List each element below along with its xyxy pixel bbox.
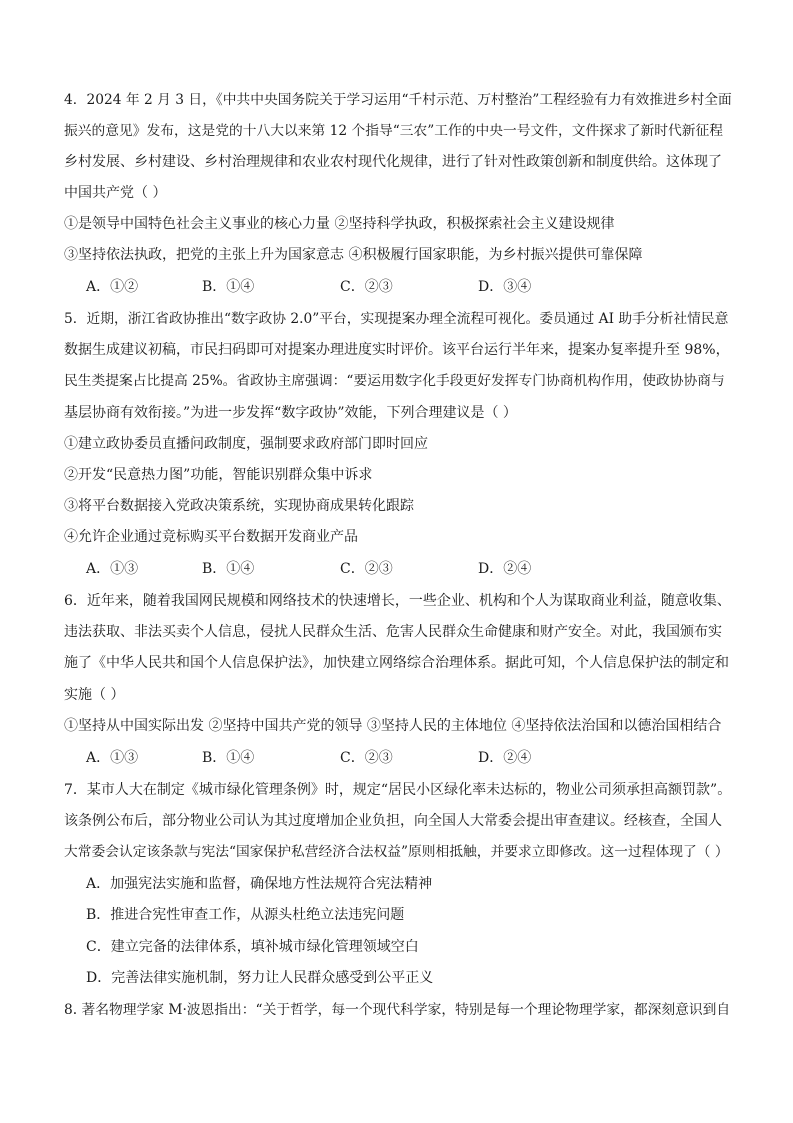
q4-statement-row-1: ①是领导中国特色社会主义事业的核心力量 ②坚持科学执政，积极探索社会主义建设规律 [64, 216, 615, 232]
q6-stem-line-4: 实施（ ） [64, 687, 125, 703]
q4-stem-line-1: 4．2024 年 2 月 3 日，《中共中央国务院关于学习运用“千村示范、万村整治”工程经验有力有效推进乡村全面 [64, 92, 732, 108]
q6-option-d[interactable]: D．②④ [478, 750, 532, 766]
q5-stem-line-2: 数据生成建议初稿，市民扫码即可对提案办理进度实时评价。该平台运行半年来，提案办复率提升至 98%， [64, 342, 730, 358]
q7-stem-line-1: 7．某市人大在制定《城市绿化管理条例》时，规定“居民小区绿化率未达标的，物业公司须承担高额罚款”。 [64, 782, 732, 798]
q6-statements: ①坚持从中国实际出发 ②坚持中国共产党的领导 ③坚持人民的主体地位 ④坚持依法治国和以德治国相结合 [64, 718, 722, 734]
q4-statement-row-2: ③坚持依法执政，把党的主张上升为国家意志 ④积极履行国家职能，为乡村振兴提供可靠保障 [64, 247, 643, 263]
q7-stem-line-3: 大常委会认定该条款与宪法“国家保护私营经济合法权益”原则相抵触，并要求立即修改。这一过程体现了（ ） [64, 844, 729, 860]
q5-option-d[interactable]: D．②④ [478, 561, 532, 577]
q6-stem-line-1: 6．近年来，随着我国网民规模和网络技术的快速增长，一些企业、机构和个人为谋取商业利益，随意收集、 [64, 593, 731, 609]
q7-option-b[interactable]: B．推进合宪性审查工作，从源头杜绝立法违宪问题 [86, 907, 405, 923]
q6-option-c[interactable]: C．②③ [340, 750, 393, 766]
q5-statement-2: ②开发“民意热力图”功能，智能识别群众集中诉求 [64, 467, 373, 483]
q6-stem-line-3: 施了《中华人民共和国个人信息保护法》，加快建立网络综合治理体系。据此可知，个人信息保护法的制定和 [64, 655, 729, 671]
q5-option-a[interactable]: A．①③ [86, 561, 139, 577]
q5-stem-line-4: 基层协商有效衔接。”为进一步发挥“数字政协”效能，下列合理建议是（ ） [64, 405, 517, 421]
q4-option-c[interactable]: C．②③ [340, 279, 393, 295]
q4-option-b[interactable]: B．①④ [202, 279, 255, 295]
q5-stem-line-1: 5．近期，浙江省政协推出“数字政协 2.0”平台，实现提案办理全流程可视化。委员通过 AI 助手分析社情民意 [64, 311, 729, 327]
q8-stem-line-1: 8. 著名物理学家 M·波恩指出：“关于哲学，每一个现代科学家，特别是每一个理论物理学家，都深刻意识到自 [64, 1002, 731, 1018]
q6-option-b[interactable]: B．①④ [202, 750, 255, 766]
q7-option-d[interactable]: D．完善法律实施机制，努力让人民群众感受到公平正义 [86, 970, 434, 986]
q7-option-a[interactable]: A．加强宪法实施和监督，确保地方性法规符合宪法精神 [86, 876, 433, 892]
q4-option-a[interactable]: A．①② [86, 279, 139, 295]
q5-statement-3: ③将平台数据接入党政决策系统，实现协商成果转化跟踪 [64, 498, 414, 514]
q5-option-c[interactable]: C．②③ [340, 561, 393, 577]
q6-stem-line-2: 违法获取、非法买卖个人信息，侵扰人民群众生活、危害人民群众生命健康和财产安全。对此，我国颁布实 [64, 624, 722, 640]
q5-option-b[interactable]: B．①④ [202, 561, 255, 577]
q7-stem-line-2: 该条例公布后，部分物业公司认为其过度增加企业负担，向全国人大常委会提出审查建议。经核查，全国人 [64, 813, 722, 829]
q7-option-c[interactable]: C．建立完备的法律体系，填补城市绿化管理领域空白 [86, 939, 419, 955]
q4-stem-line-3: 乡村发展、乡村建设、乡村治理规律和农业农村现代化规律，进行了针对性政策创新和制度供给。这体现了 [64, 154, 722, 170]
q4-stem-line-2: 振兴的意见》发布，这是党的十八大以来第 12 个指导“三农”工作的中央一号文件，文件探求了新时代新征程 [64, 123, 724, 139]
q5-stem-line-3: 民生类提案占比提高 25%。省政协主席强调：“要运用数字化手段更好发挥专门协商机构作用，使政协协商与 [64, 373, 725, 389]
q5-statement-4: ④允许企业通过竞标购买平台数据开发商业产品 [64, 529, 358, 545]
q4-option-d[interactable]: D．③④ [478, 279, 532, 295]
q5-statement-1: ①建立政协委员直播问政制度，强制要求政府部门即时回应 [64, 436, 428, 452]
q6-option-a[interactable]: A．①③ [86, 750, 139, 766]
q4-stem-line-4: 中国共产党（ ） [64, 185, 167, 201]
